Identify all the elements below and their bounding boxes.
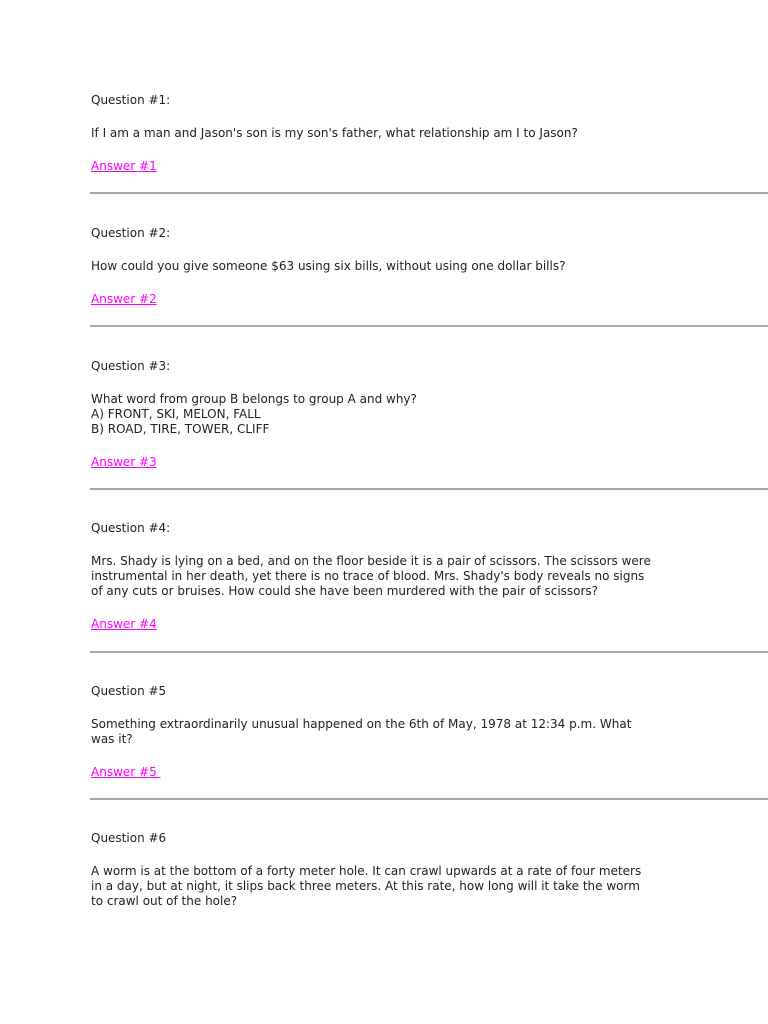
question-6-text-line-3: to crawl out of the hole? [91,894,238,908]
divider [90,798,768,800]
answer-5-link[interactable]: Answer #5 [91,765,161,779]
question-2-text: How could you give someone $63 using six bills, without using one dollar bills? [91,259,566,273]
question-3-text-line-2: A) FRONT, SKI, MELON, FALL [91,407,261,421]
answer-1-link[interactable]: Answer #1 [91,159,157,173]
question-1-text: If I am a man and Jason's son is my son's father, what relationship am I to Jason? [91,126,578,140]
question-4-text-line-3: of any cuts or bruises. How could she have been murdered with the pair of scissors? [91,584,599,598]
question-3-title: Question #3: [91,359,171,373]
question-5-text-line-1: Something extraordinarily unusual happened on the 6th of May, 1978 at 12:34 p.m. What [91,717,632,731]
question-6-title: Question #6 [91,831,167,845]
answer-2-link[interactable]: Answer #2 [91,292,157,306]
answer-4-link[interactable]: Answer #4 [91,617,157,631]
question-4-title: Question #4: [91,521,171,535]
question-2-title: Question #2: [91,226,171,240]
divider [90,325,768,327]
question-5-text-line-2: was it? [91,732,133,746]
question-5-title: Question #5 [91,684,167,698]
divider [90,651,768,653]
question-6-text-line-2: in a day, but at night, it slips back three meters. At this rate, how long will it take the worm [91,879,640,893]
question-3-text-line-3: B) ROAD, TIRE, TOWER, CLIFF [91,422,270,436]
question-6-text-line-1: A worm is at the bottom of a forty meter hole. It can crawl upwards at a rate of four meters [91,864,642,878]
question-3-text-line-1: What word from group B belongs to group A and why? [91,392,417,406]
answer-3-link[interactable]: Answer #3 [91,455,157,469]
divider [90,192,768,194]
divider [90,488,768,490]
question-4-text-line-1: Mrs. Shady is lying on a bed, and on the floor beside it is a pair of scissors. The scissors were [91,554,651,568]
question-4-text-line-2: instrumental in her death, yet there is no trace of blood. Mrs. Shady's body reveals no signs [91,569,645,583]
question-1-title: Question #1: [91,93,171,107]
